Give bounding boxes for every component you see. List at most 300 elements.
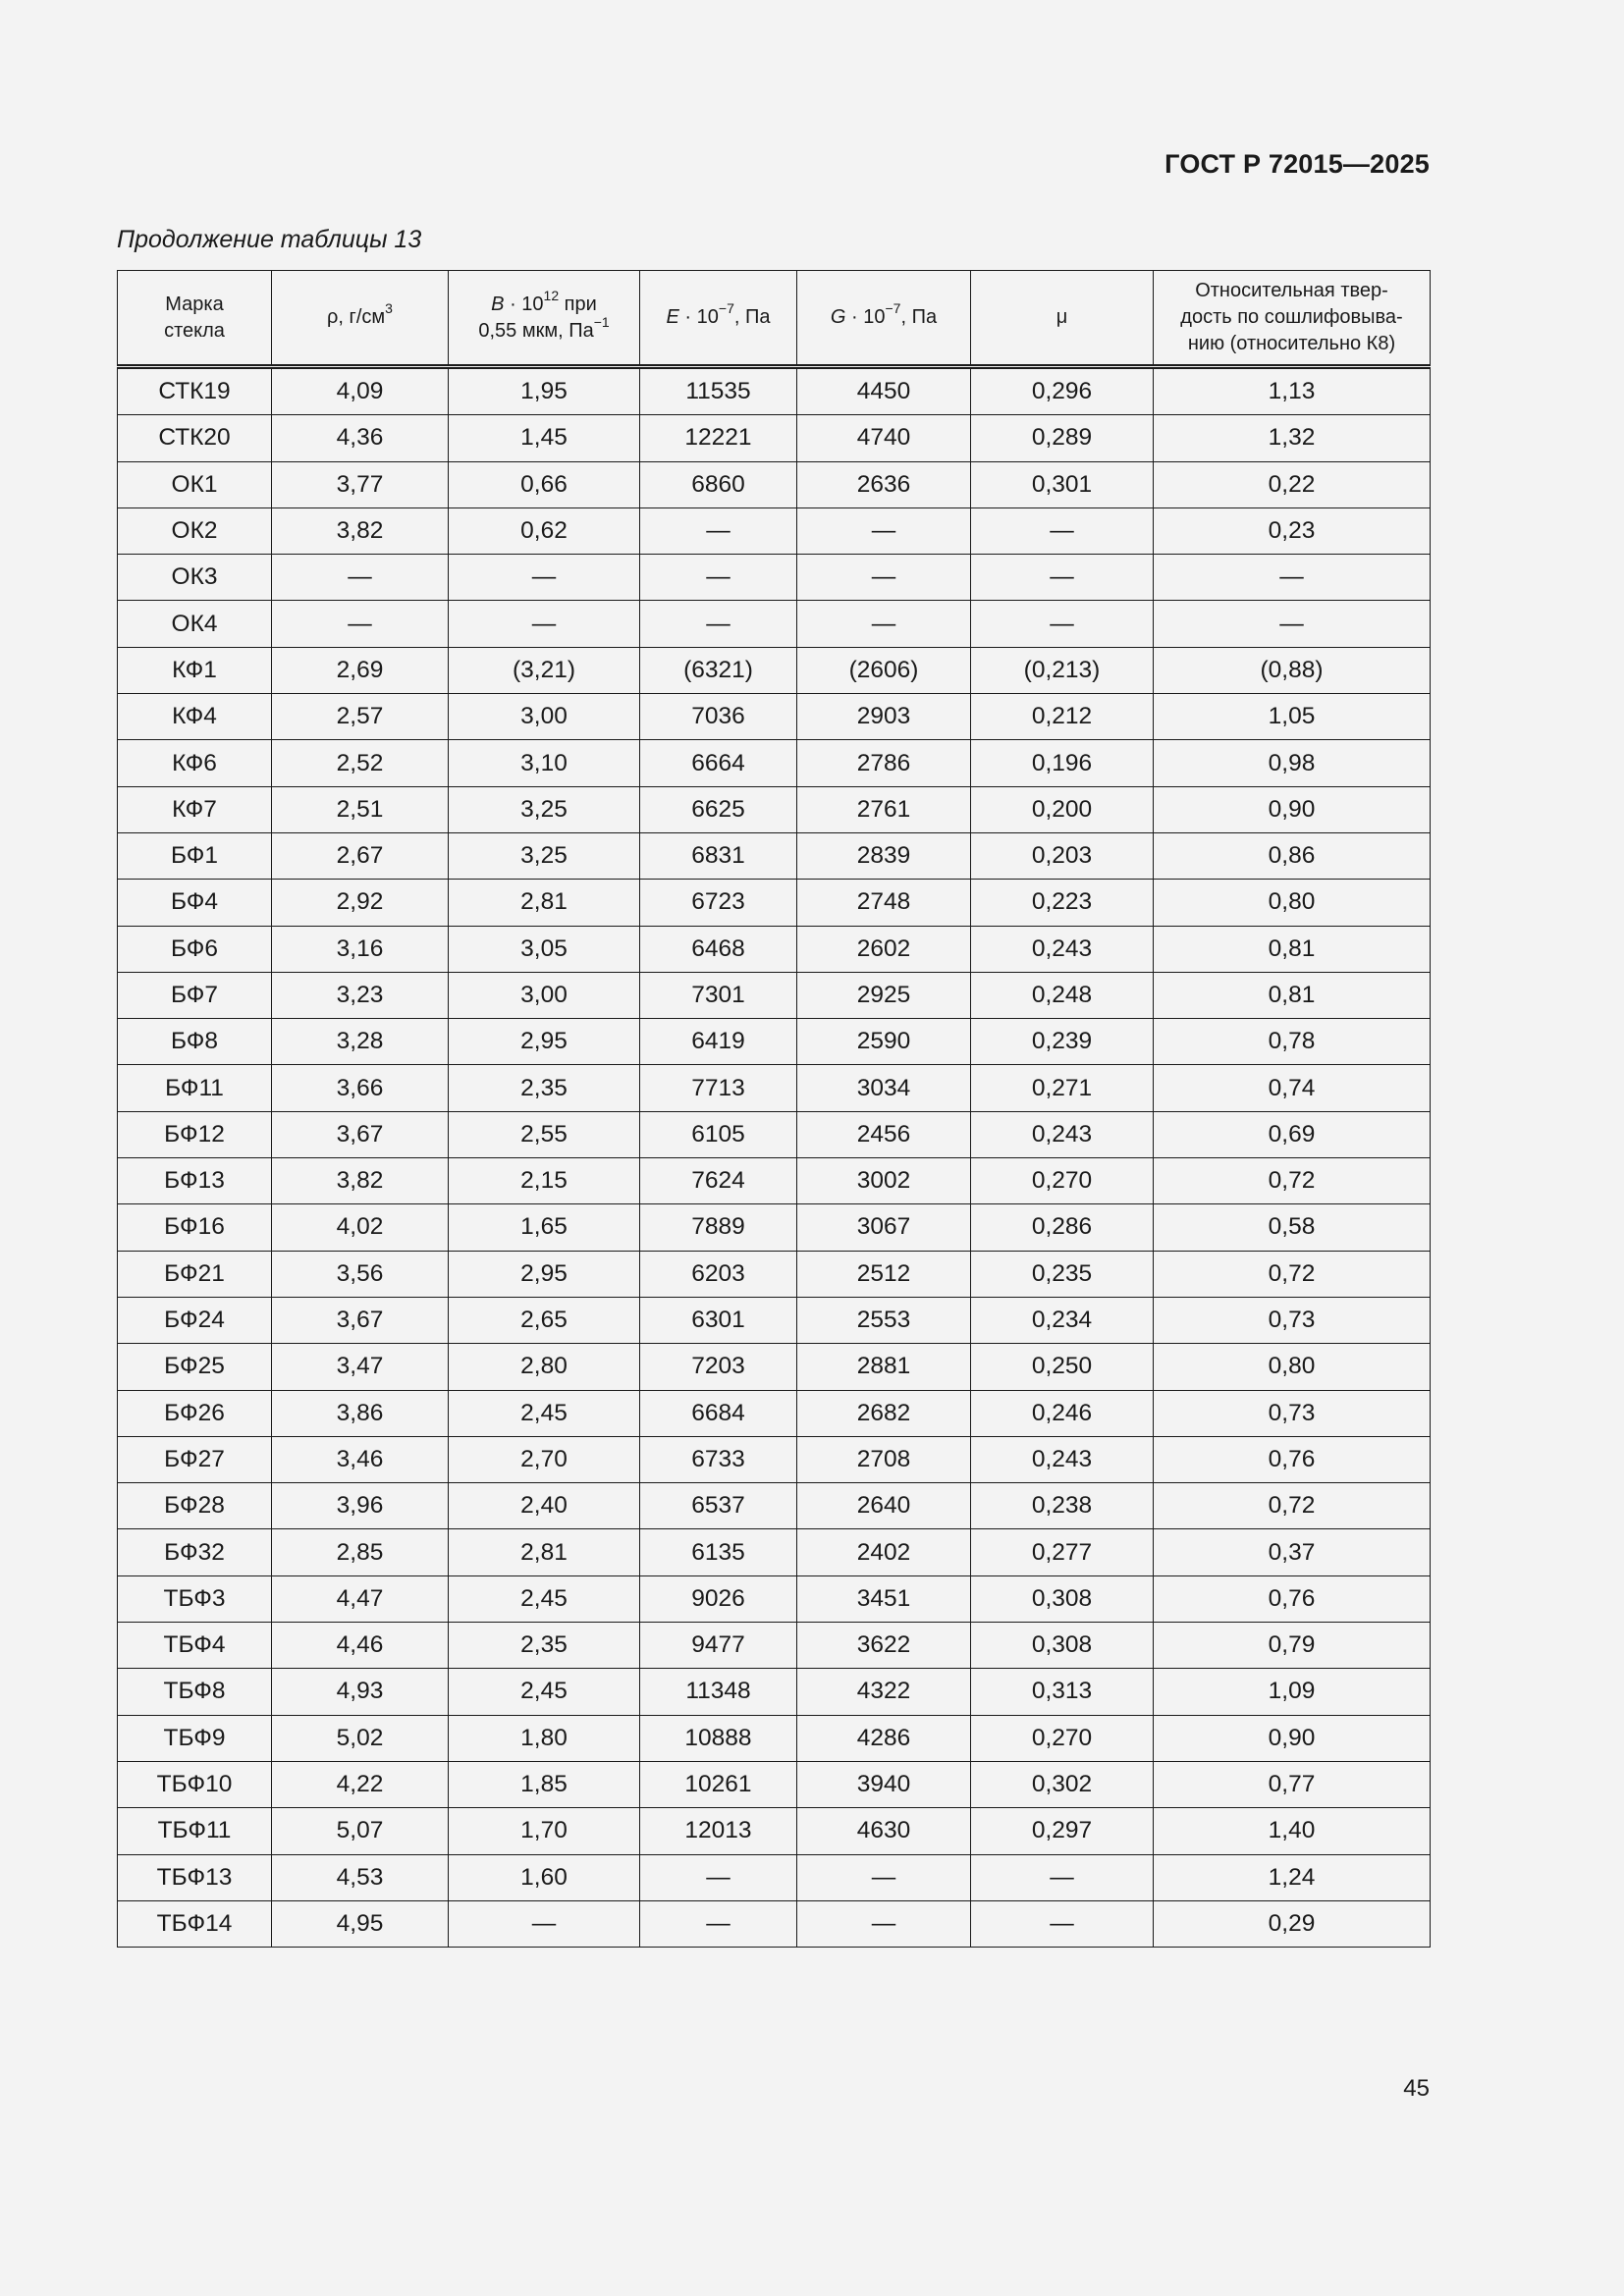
cell-density: 3,16 <box>272 926 449 972</box>
cell-grade: ТБФ9 <box>118 1715 272 1761</box>
header-density-text: ρ, г/см <box>327 306 386 328</box>
cell-b-coefficient: 0,62 <box>449 507 640 554</box>
table-row <box>118 1669 1431 1715</box>
cell-relative-hardness: 0,23 <box>1154 507 1431 554</box>
page-number: 45 <box>1403 2075 1430 2102</box>
header-b-var: B <box>491 293 505 315</box>
cell-b-coefficient: 1,60 <box>449 1854 640 1900</box>
cell-b-coefficient: 3,00 <box>449 972 640 1018</box>
cell-relative-hardness: — <box>1154 601 1431 647</box>
cell-poisson-ratio: 0,203 <box>971 832 1154 879</box>
table-row <box>118 1065 1431 1111</box>
cell-density: 2,69 <box>272 647 449 693</box>
cell-poisson-ratio: 0,270 <box>971 1158 1154 1204</box>
cell-poisson-ratio: 0,243 <box>971 1436 1154 1482</box>
cell-b-coefficient: 2,45 <box>449 1669 640 1715</box>
cell-b-coefficient: 3,10 <box>449 740 640 786</box>
cell-poisson-ratio: 0,297 <box>971 1808 1154 1854</box>
cell-poisson-ratio: 0,243 <box>971 1111 1154 1157</box>
cell-g-modulus: — <box>797 1854 971 1900</box>
cell-b-coefficient: — <box>449 555 640 601</box>
cell-poisson-ratio: 0,286 <box>971 1204 1154 1251</box>
cell-e-modulus: 6537 <box>640 1483 797 1529</box>
cell-g-modulus: — <box>797 507 971 554</box>
table-row <box>118 972 1431 1018</box>
cell-grade: ТБФ8 <box>118 1669 272 1715</box>
table-row <box>118 1111 1431 1157</box>
cell-b-coefficient: 3,05 <box>449 926 640 972</box>
cell-grade: ОК3 <box>118 555 272 601</box>
cell-e-modulus: 6733 <box>640 1436 797 1482</box>
cell-grade: БФ26 <box>118 1390 272 1436</box>
cell-g-modulus: 3451 <box>797 1575 971 1622</box>
cell-b-coefficient: 1,85 <box>449 1761 640 1807</box>
cell-grade: БФ24 <box>118 1297 272 1343</box>
cell-poisson-ratio: 0,301 <box>971 461 1154 507</box>
cell-poisson-ratio: 0,234 <box>971 1297 1154 1343</box>
table-row <box>118 461 1431 507</box>
cell-g-modulus: 2761 <box>797 786 971 832</box>
cell-e-modulus: 11348 <box>640 1669 797 1715</box>
cell-poisson-ratio: 0,308 <box>971 1623 1154 1669</box>
cell-b-coefficient: 2,35 <box>449 1623 640 1669</box>
cell-poisson-ratio: 0,235 <box>971 1251 1154 1297</box>
cell-g-modulus: 2748 <box>797 880 971 926</box>
table-row <box>118 1623 1431 1669</box>
cell-g-modulus: 2839 <box>797 832 971 879</box>
cell-e-modulus: 9026 <box>640 1575 797 1622</box>
cell-relative-hardness: 0,37 <box>1154 1529 1431 1575</box>
cell-poisson-ratio: 0,250 <box>971 1344 1154 1390</box>
cell-density: 4,47 <box>272 1575 449 1622</box>
cell-density: 5,07 <box>272 1808 449 1854</box>
cell-relative-hardness: 0,72 <box>1154 1251 1431 1297</box>
cell-grade: БФ6 <box>118 926 272 972</box>
cell-density: 4,22 <box>272 1761 449 1807</box>
cell-grade: ОК1 <box>118 461 272 507</box>
header-glass-grade-text: Марка стекла <box>164 293 225 342</box>
cell-g-modulus: 2590 <box>797 1019 971 1065</box>
cell-b-coefficient: 1,70 <box>449 1808 640 1854</box>
cell-g-modulus: 2640 <box>797 1483 971 1529</box>
cell-g-modulus: 2903 <box>797 694 971 740</box>
cell-grade: БФ16 <box>118 1204 272 1251</box>
cell-grade: ОК2 <box>118 507 272 554</box>
cell-g-modulus: 3002 <box>797 1158 971 1204</box>
cell-e-modulus: — <box>640 601 797 647</box>
cell-density: 4,36 <box>272 415 449 461</box>
cell-density: 2,51 <box>272 786 449 832</box>
cell-relative-hardness: 1,32 <box>1154 415 1431 461</box>
cell-e-modulus: 7036 <box>640 694 797 740</box>
cell-b-coefficient: 3,00 <box>449 694 640 740</box>
table-body <box>118 367 1431 1948</box>
cell-poisson-ratio: 0,248 <box>971 972 1154 1018</box>
cell-e-modulus: 7889 <box>640 1204 797 1251</box>
cell-e-modulus: 9477 <box>640 1623 797 1669</box>
cell-g-modulus: 2925 <box>797 972 971 1018</box>
cell-poisson-ratio: — <box>971 1900 1154 1947</box>
cell-poisson-ratio: — <box>971 507 1154 554</box>
cell-relative-hardness: 0,77 <box>1154 1761 1431 1807</box>
table-row <box>118 415 1431 461</box>
cell-b-coefficient: 2,45 <box>449 1575 640 1622</box>
table-row <box>118 926 1431 972</box>
header-b-line2: 0,55 мкм, Па <box>478 319 594 342</box>
cell-b-coefficient: 3,25 <box>449 832 640 879</box>
cell-relative-hardness: 1,40 <box>1154 1808 1431 1854</box>
header-mu-text: μ <box>1056 306 1068 328</box>
cell-g-modulus: 3067 <box>797 1204 971 1251</box>
table-row <box>118 1854 1431 1900</box>
cell-density: 3,96 <box>272 1483 449 1529</box>
cell-relative-hardness: 0,72 <box>1154 1158 1431 1204</box>
cell-b-coefficient: 2,55 <box>449 1111 640 1157</box>
header-b-mid: · 10 <box>504 293 544 315</box>
cell-density: 3,28 <box>272 1019 449 1065</box>
cell-grade: ТБФ3 <box>118 1575 272 1622</box>
cell-density: 3,66 <box>272 1065 449 1111</box>
cell-b-coefficient: 1,80 <box>449 1715 640 1761</box>
cell-poisson-ratio: 0,239 <box>971 1019 1154 1065</box>
cell-g-modulus: 2512 <box>797 1251 971 1297</box>
cell-poisson-ratio: 0,243 <box>971 926 1154 972</box>
cell-grade: КФ1 <box>118 647 272 693</box>
cell-relative-hardness: 0,79 <box>1154 1623 1431 1669</box>
table-header-row <box>118 271 1431 367</box>
cell-b-coefficient: 0,66 <box>449 461 640 507</box>
cell-grade: БФ27 <box>118 1436 272 1482</box>
table-row <box>118 694 1431 740</box>
cell-relative-hardness: 0,80 <box>1154 1344 1431 1390</box>
cell-g-modulus: 3622 <box>797 1623 971 1669</box>
table-row <box>118 786 1431 832</box>
cell-b-coefficient: 1,95 <box>449 367 640 415</box>
cell-relative-hardness: 1,13 <box>1154 367 1431 415</box>
cell-grade: ТБФ14 <box>118 1900 272 1947</box>
cell-e-modulus: 6301 <box>640 1297 797 1343</box>
header-e-exp: −7 <box>718 300 734 317</box>
cell-poisson-ratio: — <box>971 555 1154 601</box>
cell-relative-hardness: 0,69 <box>1154 1111 1431 1157</box>
cell-relative-hardness: 1,24 <box>1154 1854 1431 1900</box>
cell-g-modulus: 4286 <box>797 1715 971 1761</box>
table-row <box>118 740 1431 786</box>
table-row <box>118 1808 1431 1854</box>
cell-grade: БФ11 <box>118 1065 272 1111</box>
cell-density: 2,57 <box>272 694 449 740</box>
cell-relative-hardness: — <box>1154 555 1431 601</box>
cell-e-modulus: 6105 <box>640 1111 797 1157</box>
cell-density: 2,85 <box>272 1529 449 1575</box>
table-row <box>118 1344 1431 1390</box>
cell-relative-hardness: 0,81 <box>1154 972 1431 1018</box>
cell-density: 4,95 <box>272 1900 449 1947</box>
cell-e-modulus: 6135 <box>640 1529 797 1575</box>
cell-density: — <box>272 601 449 647</box>
cell-e-modulus: — <box>640 507 797 554</box>
table-row <box>118 1761 1431 1807</box>
cell-grade: БФ1 <box>118 832 272 879</box>
cell-relative-hardness: 0,90 <box>1154 786 1431 832</box>
cell-relative-hardness: 0,76 <box>1154 1436 1431 1482</box>
cell-e-modulus: — <box>640 1854 797 1900</box>
cell-grade: ТБФ11 <box>118 1808 272 1854</box>
cell-e-modulus: 6468 <box>640 926 797 972</box>
cell-e-modulus: 7713 <box>640 1065 797 1111</box>
table-row <box>118 880 1431 926</box>
table-row <box>118 1715 1431 1761</box>
cell-density: 3,82 <box>272 507 449 554</box>
cell-relative-hardness: 0,98 <box>1154 740 1431 786</box>
cell-grade: БФ7 <box>118 972 272 1018</box>
cell-b-coefficient: 2,35 <box>449 1065 640 1111</box>
cell-e-modulus: 6684 <box>640 1390 797 1436</box>
cell-density: 2,52 <box>272 740 449 786</box>
cell-grade: КФ6 <box>118 740 272 786</box>
cell-g-modulus: 2786 <box>797 740 971 786</box>
cell-b-coefficient: 1,65 <box>449 1204 640 1251</box>
table-row <box>118 1436 1431 1482</box>
cell-e-modulus: 6203 <box>640 1251 797 1297</box>
header-g-modulus <box>797 271 971 367</box>
cell-density: 4,93 <box>272 1669 449 1715</box>
header-b-exp: 12 <box>543 287 560 303</box>
cell-poisson-ratio: 0,238 <box>971 1483 1154 1529</box>
table-row <box>118 1529 1431 1575</box>
cell-poisson-ratio: — <box>971 601 1154 647</box>
cell-e-modulus: 12221 <box>640 415 797 461</box>
cell-g-modulus: 3034 <box>797 1065 971 1111</box>
cell-b-coefficient: 2,81 <box>449 1529 640 1575</box>
cell-poisson-ratio: 0,270 <box>971 1715 1154 1761</box>
cell-poisson-ratio: 0,296 <box>971 367 1154 415</box>
cell-g-modulus: (2606) <box>797 647 971 693</box>
cell-poisson-ratio: 0,277 <box>971 1529 1154 1575</box>
cell-grade: БФ12 <box>118 1111 272 1157</box>
cell-relative-hardness: 0,74 <box>1154 1065 1431 1111</box>
document-code: ГОСТ Р 72015—2025 <box>1164 149 1430 179</box>
cell-g-modulus: 2553 <box>797 1297 971 1343</box>
cell-density: 4,09 <box>272 367 449 415</box>
cell-b-coefficient: 2,95 <box>449 1251 640 1297</box>
table-row <box>118 1575 1431 1622</box>
cell-density: 4,46 <box>272 1623 449 1669</box>
cell-e-modulus: 6664 <box>640 740 797 786</box>
header-g-unit: , Па <box>900 306 938 328</box>
header-g-mid: · 10 <box>845 306 886 328</box>
cell-density: 3,77 <box>272 461 449 507</box>
cell-b-coefficient: 1,45 <box>449 415 640 461</box>
header-g-exp: −7 <box>885 300 901 317</box>
cell-poisson-ratio: 0,200 <box>971 786 1154 832</box>
cell-b-coefficient: 2,45 <box>449 1390 640 1436</box>
table-row <box>118 647 1431 693</box>
cell-relative-hardness: 0,80 <box>1154 880 1431 926</box>
cell-b-coefficient: 2,81 <box>449 880 640 926</box>
cell-density: 2,67 <box>272 832 449 879</box>
cell-e-modulus: 7624 <box>640 1158 797 1204</box>
cell-relative-hardness: 0,76 <box>1154 1575 1431 1622</box>
cell-poisson-ratio: 0,212 <box>971 694 1154 740</box>
cell-relative-hardness: 0,58 <box>1154 1204 1431 1251</box>
cell-relative-hardness: 1,09 <box>1154 1669 1431 1715</box>
cell-e-modulus: 6860 <box>640 461 797 507</box>
cell-relative-hardness: 0,78 <box>1154 1019 1431 1065</box>
header-hardness-text: Относительная твер- дость по сошлифовыва- нию (относительно К8) <box>1180 280 1403 354</box>
cell-grade: ТБФ4 <box>118 1623 272 1669</box>
cell-g-modulus: 4630 <box>797 1808 971 1854</box>
cell-e-modulus: 11535 <box>640 367 797 415</box>
header-density <box>272 271 449 367</box>
cell-e-modulus: (6321) <box>640 647 797 693</box>
cell-g-modulus: — <box>797 1900 971 1947</box>
cell-b-coefficient: — <box>449 601 640 647</box>
cell-relative-hardness: 0,73 <box>1154 1390 1431 1436</box>
cell-relative-hardness: 0,81 <box>1154 926 1431 972</box>
cell-grade: БФ8 <box>118 1019 272 1065</box>
header-e-mid: · 10 <box>678 306 719 328</box>
header-poisson-ratio <box>971 271 1154 367</box>
header-b-exp2: −1 <box>593 313 610 330</box>
cell-density: 3,86 <box>272 1390 449 1436</box>
cell-g-modulus: 2708 <box>797 1436 971 1482</box>
table-row <box>118 367 1431 415</box>
header-e-modulus <box>640 271 797 367</box>
cell-g-modulus: 4450 <box>797 367 971 415</box>
table-row <box>118 1390 1431 1436</box>
cell-density: 3,67 <box>272 1111 449 1157</box>
cell-b-coefficient: 2,40 <box>449 1483 640 1529</box>
header-e-unit: , Па <box>733 306 771 328</box>
cell-g-modulus: — <box>797 555 971 601</box>
cell-e-modulus: 12013 <box>640 1808 797 1854</box>
cell-grade: ОК4 <box>118 601 272 647</box>
cell-poisson-ratio: — <box>971 1854 1154 1900</box>
cell-grade: ТБФ10 <box>118 1761 272 1807</box>
cell-relative-hardness: 0,29 <box>1154 1900 1431 1947</box>
cell-e-modulus: 6723 <box>640 880 797 926</box>
cell-b-coefficient: 2,95 <box>449 1019 640 1065</box>
cell-relative-hardness: 1,05 <box>1154 694 1431 740</box>
table-row <box>118 601 1431 647</box>
table-row <box>118 1251 1431 1297</box>
cell-e-modulus: 7203 <box>640 1344 797 1390</box>
cell-density: 3,47 <box>272 1344 449 1390</box>
table-row <box>118 1297 1431 1343</box>
cell-g-modulus: 2881 <box>797 1344 971 1390</box>
cell-relative-hardness: 0,86 <box>1154 832 1431 879</box>
cell-grade: КФ7 <box>118 786 272 832</box>
cell-relative-hardness: 0,22 <box>1154 461 1431 507</box>
cell-g-modulus: — <box>797 601 971 647</box>
cell-b-coefficient: 2,65 <box>449 1297 640 1343</box>
cell-g-modulus: 2456 <box>797 1111 971 1157</box>
cell-e-modulus: 6419 <box>640 1019 797 1065</box>
cell-grade: КФ4 <box>118 694 272 740</box>
cell-grade: СТК19 <box>118 367 272 415</box>
cell-density: 4,02 <box>272 1204 449 1251</box>
table-continuation-caption: Продолжение таблицы 13 <box>117 226 422 253</box>
table-row <box>118 1158 1431 1204</box>
cell-e-modulus: 10261 <box>640 1761 797 1807</box>
cell-grade: БФ28 <box>118 1483 272 1529</box>
cell-grade: БФ13 <box>118 1158 272 1204</box>
cell-poisson-ratio: 0,289 <box>971 415 1154 461</box>
cell-relative-hardness: 0,72 <box>1154 1483 1431 1529</box>
table-row <box>118 507 1431 554</box>
cell-e-modulus: — <box>640 555 797 601</box>
header-density-exp: 3 <box>385 300 393 317</box>
glass-properties-table <box>117 270 1431 1948</box>
cell-grade: СТК20 <box>118 415 272 461</box>
cell-g-modulus: 2682 <box>797 1390 971 1436</box>
cell-density: 3,46 <box>272 1436 449 1482</box>
cell-b-coefficient: 2,80 <box>449 1344 640 1390</box>
cell-density: — <box>272 555 449 601</box>
cell-poisson-ratio: 0,302 <box>971 1761 1154 1807</box>
cell-b-coefficient: 3,25 <box>449 786 640 832</box>
cell-g-modulus: 4740 <box>797 415 971 461</box>
cell-poisson-ratio: 0,223 <box>971 880 1154 926</box>
table-row <box>118 1019 1431 1065</box>
cell-poisson-ratio: 0,313 <box>971 1669 1154 1715</box>
cell-relative-hardness: (0,88) <box>1154 647 1431 693</box>
cell-density: 3,67 <box>272 1297 449 1343</box>
cell-poisson-ratio: 0,246 <box>971 1390 1154 1436</box>
cell-g-modulus: 2602 <box>797 926 971 972</box>
cell-density: 4,53 <box>272 1854 449 1900</box>
cell-grade: БФ21 <box>118 1251 272 1297</box>
cell-poisson-ratio: 0,271 <box>971 1065 1154 1111</box>
cell-e-modulus: — <box>640 1900 797 1947</box>
cell-g-modulus: 2402 <box>797 1529 971 1575</box>
header-b-coefficient <box>449 271 640 367</box>
cell-g-modulus: 2636 <box>797 461 971 507</box>
cell-grade: БФ4 <box>118 880 272 926</box>
cell-density: 3,56 <box>272 1251 449 1297</box>
cell-grade: БФ32 <box>118 1529 272 1575</box>
cell-g-modulus: 4322 <box>797 1669 971 1715</box>
cell-density: 3,23 <box>272 972 449 1018</box>
cell-e-modulus: 6831 <box>640 832 797 879</box>
header-g-var: G <box>830 306 846 328</box>
cell-grade: БФ25 <box>118 1344 272 1390</box>
cell-b-coefficient: 2,15 <box>449 1158 640 1204</box>
cell-b-coefficient: (3,21) <box>449 647 640 693</box>
table-row <box>118 1900 1431 1947</box>
table-row <box>118 832 1431 879</box>
cell-e-modulus: 6625 <box>640 786 797 832</box>
cell-b-coefficient: 2,70 <box>449 1436 640 1482</box>
cell-density: 3,82 <box>272 1158 449 1204</box>
table-row <box>118 555 1431 601</box>
cell-b-coefficient: — <box>449 1900 640 1947</box>
table-row <box>118 1483 1431 1529</box>
cell-relative-hardness: 0,73 <box>1154 1297 1431 1343</box>
header-e-var: E <box>666 306 679 328</box>
cell-grade: ТБФ13 <box>118 1854 272 1900</box>
header-relative-hardness <box>1154 271 1431 367</box>
table-row <box>118 1204 1431 1251</box>
header-glass-grade <box>118 271 272 367</box>
cell-poisson-ratio: (0,213) <box>971 647 1154 693</box>
cell-g-modulus: 3940 <box>797 1761 971 1807</box>
cell-density: 5,02 <box>272 1715 449 1761</box>
cell-e-modulus: 7301 <box>640 972 797 1018</box>
cell-poisson-ratio: 0,196 <box>971 740 1154 786</box>
cell-poisson-ratio: 0,308 <box>971 1575 1154 1622</box>
